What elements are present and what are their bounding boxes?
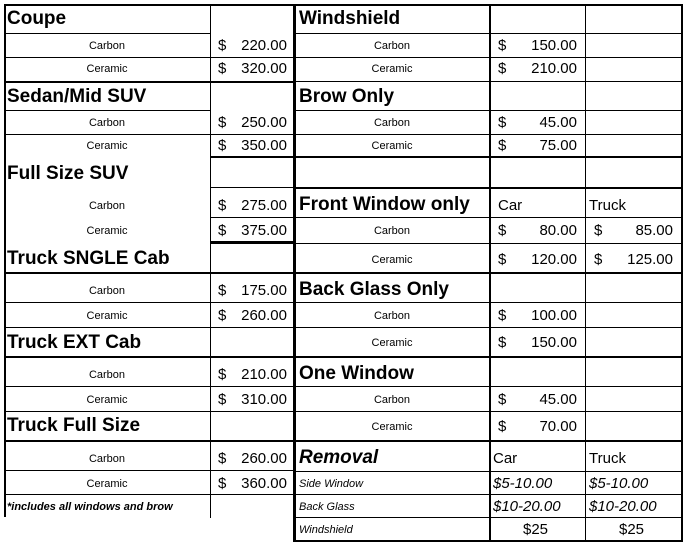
section-title-truck-full-size: Truck Full Size [7,415,141,436]
price-value: 75.00 [539,137,577,154]
price-value: 120.00 [531,251,577,268]
row-label: Carbon [88,285,126,297]
currency-symbol: $ [498,60,507,77]
currency-symbol: $ [594,251,603,268]
column-header-car: Car [493,450,518,467]
row-label: Carbon [373,394,411,406]
price-value: 85.00 [635,222,673,239]
currency-symbol: $ [498,137,507,154]
row-label: Carbon [88,369,126,381]
currency-symbol: $ [218,282,227,299]
price-value: 45.00 [539,114,577,131]
price-value: 350.00 [241,137,287,154]
row-label: Carbon [88,200,126,212]
price-value: 275.00 [241,197,287,214]
row-label: Carbon [373,310,411,322]
row-label: Ceramic [371,140,413,152]
price-value: 220.00 [241,37,287,54]
row-label: Ceramic [371,254,413,266]
removal-car-price: $25 [523,521,549,538]
currency-symbol: $ [218,60,227,77]
price-value: 150.00 [531,334,577,351]
section-title-front-window: Front Window only [299,194,470,215]
row-label: Ceramic [86,394,128,406]
price-value: 250.00 [241,114,287,131]
footnote: *includes all windows and brow [7,501,173,513]
currency-symbol: $ [498,222,507,239]
price-value: 260.00 [241,307,287,324]
row-label: Ceramic [86,478,128,490]
currency-symbol: $ [498,418,507,435]
section-title-full-size-suv: Full Size SUV [7,163,129,184]
currency-symbol: $ [218,475,227,492]
row-label: Carbon [373,225,411,237]
currency-symbol: $ [498,334,507,351]
row-label: Ceramic [86,63,128,75]
price-value: 310.00 [241,391,287,408]
currency-symbol: $ [218,366,227,383]
price-value: 375.00 [241,222,287,239]
column-header-truck: Truck [589,450,626,467]
section-title-coupe: Coupe [7,8,67,29]
section-title-one-window: One Window [299,363,414,384]
price-value: 210.00 [241,366,287,383]
row-label: Carbon [88,453,126,465]
section-title-brow-only: Brow Only [299,86,395,107]
row-label: Carbon [88,40,126,52]
section-title-windshield: Windshield [299,8,401,29]
price-value: 360.00 [241,475,287,492]
row-label: Ceramic [86,310,128,322]
currency-symbol: $ [218,222,227,239]
currency-symbol: $ [218,450,227,467]
section-title-back-glass: Back Glass Only [299,279,449,300]
currency-symbol: $ [218,307,227,324]
price-value: 210.00 [531,60,577,77]
price-value: 100.00 [531,307,577,324]
section-title-sedan: Sedan/Mid SUV [7,86,147,107]
price-value: 260.00 [241,450,287,467]
currency-symbol: $ [218,114,227,131]
removal-car-price: $10-20.00 [493,498,561,515]
row-label: Ceramic [86,140,128,152]
section-title-removal: Removal [299,447,379,468]
currency-symbol: $ [498,307,507,324]
price-value: 45.00 [539,391,577,408]
currency-symbol: $ [594,222,603,239]
price-value: 175.00 [241,282,287,299]
removal-car-price: $5-10.00 [493,475,553,492]
removal-truck-price: $5-10.00 [589,475,649,492]
removal-label: Side Window [299,478,364,490]
row-label: Ceramic [371,63,413,75]
currency-symbol: $ [498,37,507,54]
currency-symbol: $ [498,391,507,408]
removal-label: Back Glass [299,501,355,513]
row-label: Ceramic [86,225,128,237]
row-label: Carbon [373,117,411,129]
removal-truck-price: $10-20.00 [589,498,657,515]
price-value: 150.00 [531,37,577,54]
row-label: Ceramic [371,421,413,433]
row-label: Carbon [373,40,411,52]
section-title-truck-ext-cab: Truck EXT Cab [7,332,142,353]
currency-symbol: $ [498,114,507,131]
price-value: 125.00 [627,251,673,268]
price-value: 320.00 [241,60,287,77]
price-value: 80.00 [539,222,577,239]
removal-truck-price: $25 [619,521,645,538]
price-value: 70.00 [539,418,577,435]
column-header-truck: Truck [589,197,626,214]
currency-symbol: $ [218,197,227,214]
currency-symbol: $ [498,251,507,268]
section-title-truck-single-cab: Truck SNGLE Cab [7,248,170,269]
column-header-car: Car [498,197,523,214]
currency-symbol: $ [218,37,227,54]
row-label: Carbon [88,117,126,129]
removal-label: Windshield [299,524,353,536]
row-label: Ceramic [371,337,413,349]
currency-symbol: $ [218,137,227,154]
currency-symbol: $ [218,391,227,408]
